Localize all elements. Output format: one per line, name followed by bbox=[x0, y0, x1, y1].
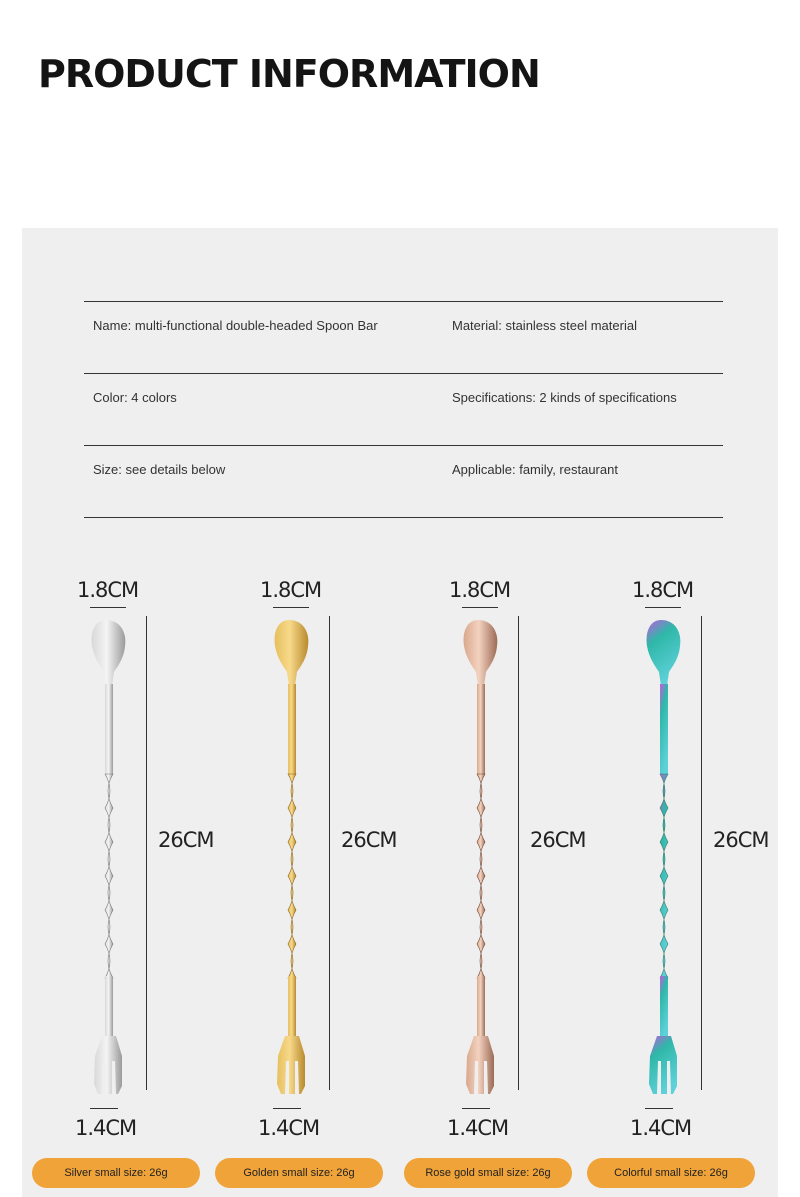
top-width-tick bbox=[90, 607, 126, 608]
bottom-width-tick bbox=[90, 1108, 118, 1109]
bottom-width-label: 1.4CM bbox=[75, 1116, 137, 1140]
size-badge: Golden small size: 26g bbox=[215, 1158, 383, 1188]
length-line bbox=[146, 616, 147, 1090]
top-width-tick bbox=[462, 607, 498, 608]
length-label: 26CM bbox=[341, 828, 397, 852]
bottom-width-label: 1.4CM bbox=[258, 1116, 320, 1140]
bottom-width-tick bbox=[462, 1108, 490, 1109]
size-badge: Rose gold small size: 26g bbox=[404, 1158, 572, 1188]
length-label: 26CM bbox=[158, 828, 214, 852]
spec-specifications: Specifications: 2 kinds of specifications bbox=[452, 390, 677, 405]
spec-applicable: Applicable: family, restaurant bbox=[452, 462, 618, 477]
spec-row bbox=[84, 301, 723, 373]
top-width-tick bbox=[645, 607, 681, 608]
top-width-label: 1.8CM bbox=[449, 578, 511, 602]
spoon-rose-gold bbox=[402, 560, 587, 1180]
size-badge: Silver small size: 26g bbox=[32, 1158, 200, 1188]
spec-name: Name: multi-functional double-headed Spoon Bar bbox=[93, 318, 378, 333]
size-badge: Colorful small size: 26g bbox=[587, 1158, 755, 1188]
bottom-width-tick bbox=[645, 1108, 673, 1109]
length-label: 26CM bbox=[713, 828, 769, 852]
spec-row bbox=[84, 373, 723, 445]
spec-color: Color: 4 colors bbox=[93, 390, 177, 405]
top-width-label: 1.8CM bbox=[260, 578, 322, 602]
length-line bbox=[701, 616, 702, 1090]
top-width-label: 1.8CM bbox=[77, 578, 139, 602]
top-width-tick bbox=[273, 607, 309, 608]
length-label: 26CM bbox=[530, 828, 586, 852]
spoon-image bbox=[643, 616, 685, 1096]
bottom-width-label: 1.4CM bbox=[447, 1116, 509, 1140]
spec-row bbox=[84, 445, 723, 518]
spoon-colorful bbox=[585, 560, 770, 1180]
length-line bbox=[329, 616, 330, 1090]
spec-material: Material: stainless steel material bbox=[452, 318, 637, 333]
spec-table bbox=[84, 301, 723, 518]
spoon-golden bbox=[213, 560, 398, 1180]
spoon-image bbox=[460, 616, 502, 1096]
spoon-image bbox=[271, 616, 313, 1096]
page-title: PRODUCT INFORMATION bbox=[38, 52, 540, 96]
bottom-width-label: 1.4CM bbox=[630, 1116, 692, 1140]
bottom-width-tick bbox=[273, 1108, 301, 1109]
spoon-silver bbox=[30, 560, 215, 1180]
length-line bbox=[518, 616, 519, 1090]
top-width-label: 1.8CM bbox=[632, 578, 694, 602]
spoon-image bbox=[88, 616, 130, 1096]
spec-size: Size: see details below bbox=[93, 462, 226, 477]
